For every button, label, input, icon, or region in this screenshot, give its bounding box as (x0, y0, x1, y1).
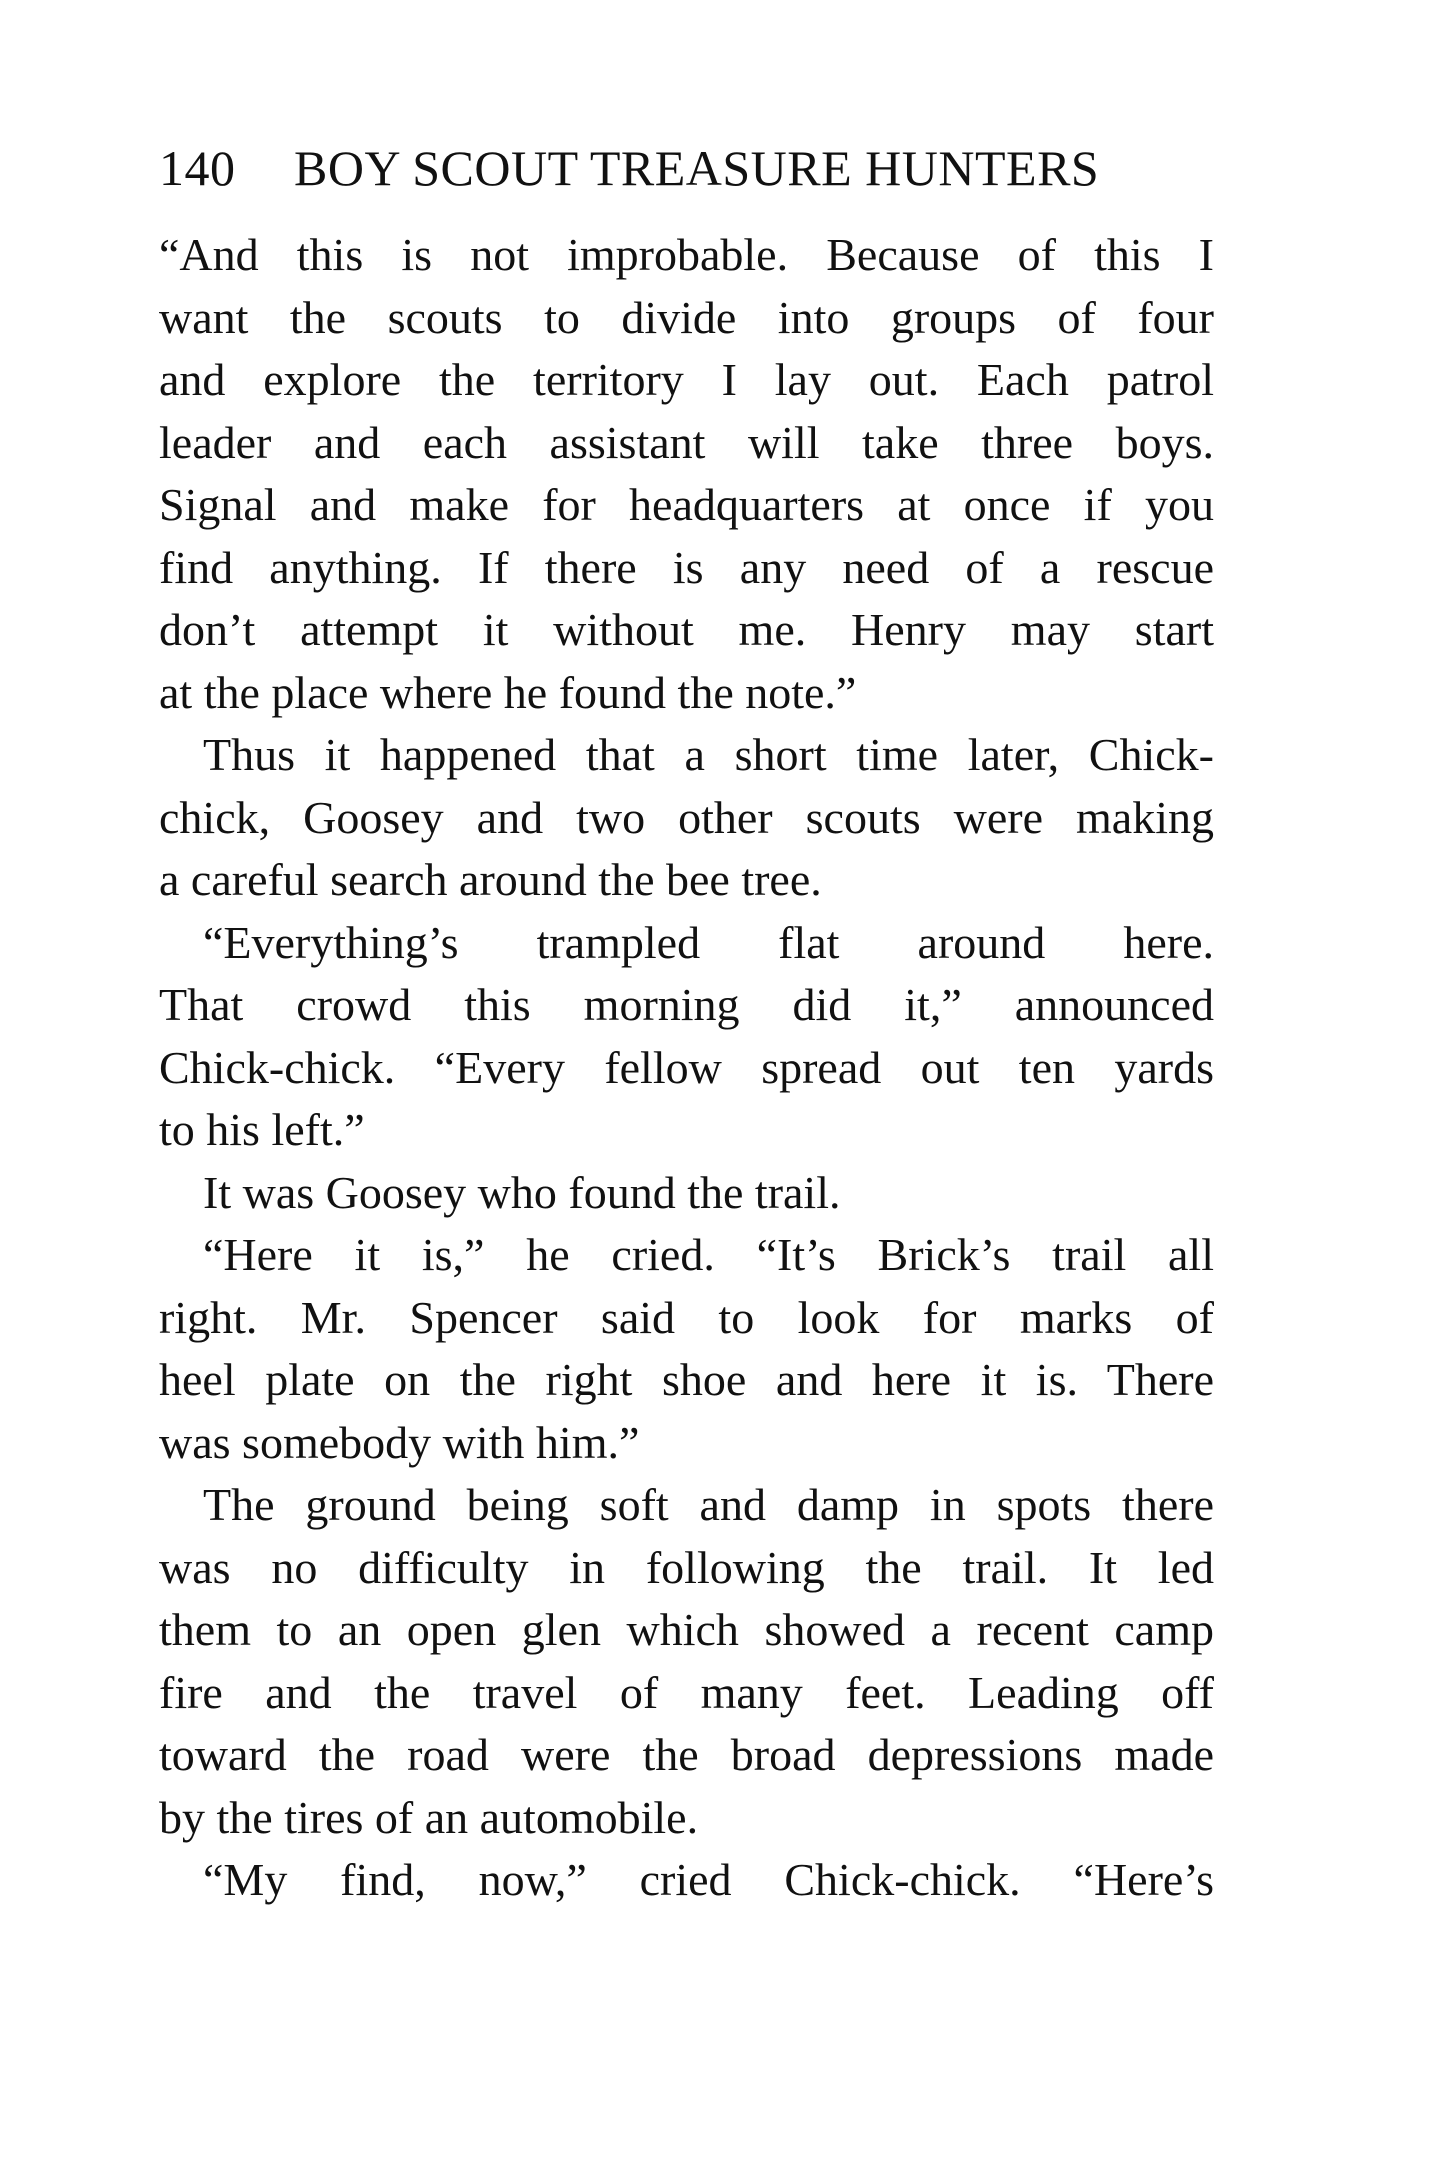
text-line: leader and each assistant will take three boys. (159, 416, 1214, 468)
running-head: BOY SCOUT TREASURE HUNTERS (294, 140, 1100, 196)
text-line: chick, Goosey and two other scouts were making (159, 791, 1214, 843)
text-line: was no difficulty in following the trail. It led (159, 1541, 1214, 1593)
text-line: That crowd this morning did it,” announced (159, 979, 1214, 1030)
text-line: right. Mr. Spencer said to look for marks of (159, 1291, 1214, 1343)
text-line: Thus it happened that a short time later, Chick- (203, 729, 1214, 780)
text-line: Signal and make for headquarters at once if you (159, 479, 1214, 530)
text-line: It was Goosey who found the trail. (203, 1166, 841, 1218)
text-line: “And this is not improbable. Because of this I (159, 229, 1214, 280)
text-line: find anything. If there is any need of a rescue (159, 541, 1214, 593)
text-line: “My find, now,” cried Chick-chick. “Here’s (203, 1854, 1214, 1905)
text-line: by the tires of an automobile. (159, 1791, 699, 1843)
text-line: want the scouts to divide into groups of four (159, 291, 1214, 343)
text-line: don’t attempt it without me. Henry may start (159, 604, 1214, 655)
text-line: at the place where he found the note.” (159, 666, 857, 718)
text-line: was somebody with him.” (159, 1416, 640, 1468)
text-line: Chick-chick. “Every fellow spread out ten yards (159, 1041, 1214, 1093)
text-line: them to an open glen which showed a recent camp (159, 1604, 1214, 1655)
text-line: to his left.” (159, 1104, 365, 1155)
text-line: and explore the territory I lay out. Each patrol (159, 354, 1214, 405)
text-line: toward the road were the broad depressions made (159, 1729, 1214, 1780)
page-header (159, 138, 1214, 198)
text-line: “Everything’s trampled flat around here. (203, 916, 1214, 968)
text-line: fire and the travel of many feet. Leading off (159, 1666, 1214, 1718)
text-line: The ground being soft and damp in spots there (203, 1479, 1214, 1530)
page-number: 140 (159, 140, 236, 196)
text-line: heel plate on the right shoe and here it is. There (159, 1354, 1214, 1405)
body-text (159, 224, 1214, 1912)
text-line: a careful search around the bee tree. (159, 854, 822, 905)
text-line: “Here it is,” he cried. “It’s Brick’s trail all (203, 1229, 1214, 1280)
